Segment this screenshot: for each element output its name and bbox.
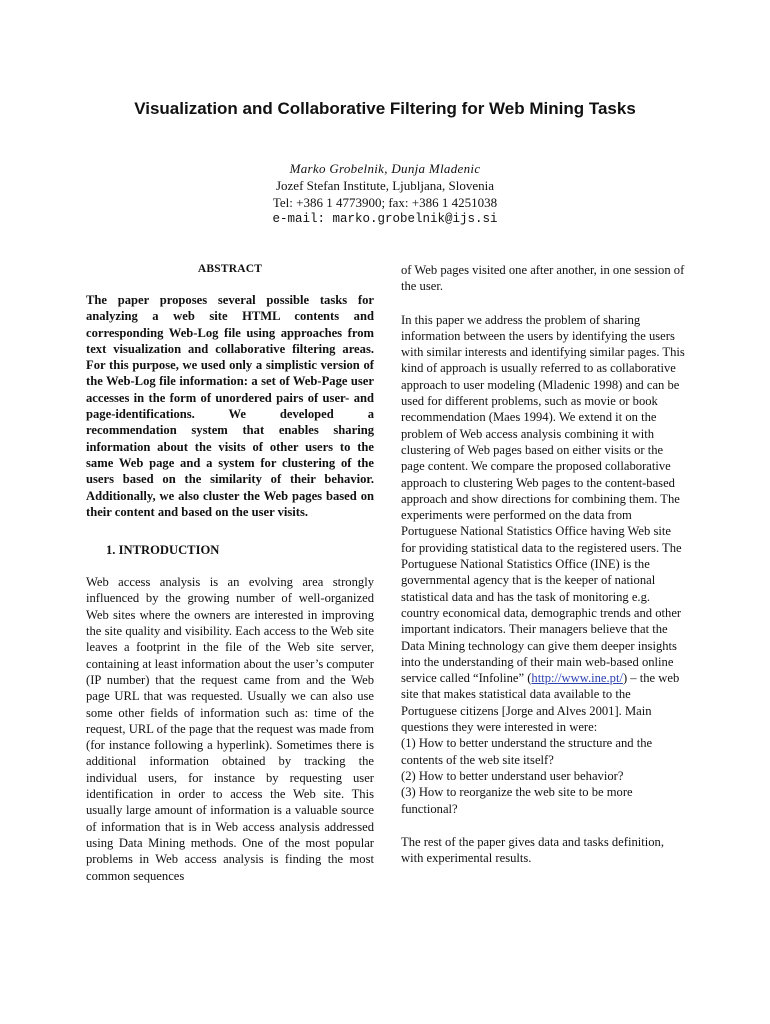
paper-title: Visualization and Collaborative Filtering for Web Mining Tasks — [134, 99, 636, 118]
affiliation: Jozef Stefan Institute, Ljubljana, Slovenia — [275, 178, 495, 193]
contact-line: Tel: +386 1 4773900; fax: +386 1 4251038 — [272, 195, 498, 210]
continuation-paragraph: of Web pages visited one after another, in one session of the user. — [401, 263, 685, 294]
abstract-heading: ABSTRACT — [197, 263, 263, 275]
introduction-heading: 1. INTRODUCTION — [106, 543, 220, 558]
question-1: (1) How to better understand the structure and the contents of the web site itself? — [401, 736, 653, 767]
infoline-link[interactable]: http://www.ine.pt/ — [531, 671, 623, 686]
closing-paragraph: The rest of the paper gives data and tasks definition, with experimental results. — [401, 834, 664, 866]
problem-text-cont: ) – the web site that makes statistical data available to the Portuguese citizens [Jorge and Alves 2001]. Main questions they were interested in were: — [401, 671, 680, 735]
email-line: e-mail: marko.grobelnik@ijs.si — [272, 212, 498, 226]
abstract-body: The paper proposes several possible tasks for analyzing a web site HTML contents and corresponding Web-Log file using approaches from text visualization and collaborative filtering areas. For this purpose, we used only a simplistic version of the Web-Log file information: a set of Web-Page user accesses in the form of unordered pairs of user- and page-identifications. We developed a recommendation system that enables sharing information about the visits of other users to the same Web page and a system for clustering of the users based on the similarity of their behavior. Additionally, we also cluster the Web pages based on their content and based on the user visits. — [86, 293, 374, 519]
left-column — [86, 262, 374, 884]
question-3: (3) How to reorganize the web site to be more functional? — [401, 785, 633, 816]
right-column — [401, 262, 688, 866]
problem-text: In this paper we address the problem of sharing information between the users by identifying the users with similar interests and identifying similar pages. This kind of approach is usually referred to as collaborative approach to user modeling (Mladenic 1998) and can be used for different problems, such as movie or book recommendation (Maes 1994). We extend it on the problem of Web access analysis combining it with clustering of Web pages based on either visits or the page content. We compare the proposed collaborative approach to clustering Web pages to the content-based approach and show directions for combining them. The experiments were performed on the data from Portuguese National Statistics Office having Web site for providing statistical data to the registered users. The Portuguese National Statistics Office (INE) is the governmental agency that is the keeper of national statistical data and has the task of monitoring e.g. country economical data, demographic trends and other important indicators. Their managers believe that the Data Mining technology can give them deeper insights into the understanding of their main web-based online service called “Infoline” ( — [401, 312, 685, 686]
question-2: (2) How to better understand user behavior? — [401, 768, 624, 783]
author-block — [0, 160, 770, 228]
author-names: Marko Grobelnik, Dunja Mladenic — [289, 161, 481, 176]
introduction-body: Web access analysis is an evolving area strongly influenced by the growing number of well-organized Web sites where the owners are interested in improving the site quality and visibility. Each access to the Web site leaves a footprint in the file of the Web site server, containing at least information about the user’s computer (IP number) that the request came from and the Web page URL that was requested. Usually we can also use some other fields of information such as: time of the request, URL of the page that the request was made from (for instance following a hyperlink). Sometimes there is additional information obtained by tracking the individual users, for instance by requesting user identification in order to access the Web site. This usually large amount of information is a valuable source of information that is in Web access analysis addressed using Data Mining methods. One of the most popular problems in Web access analysis is finding the most common sequences — [86, 575, 374, 883]
problem-paragraph — [401, 312, 688, 736]
